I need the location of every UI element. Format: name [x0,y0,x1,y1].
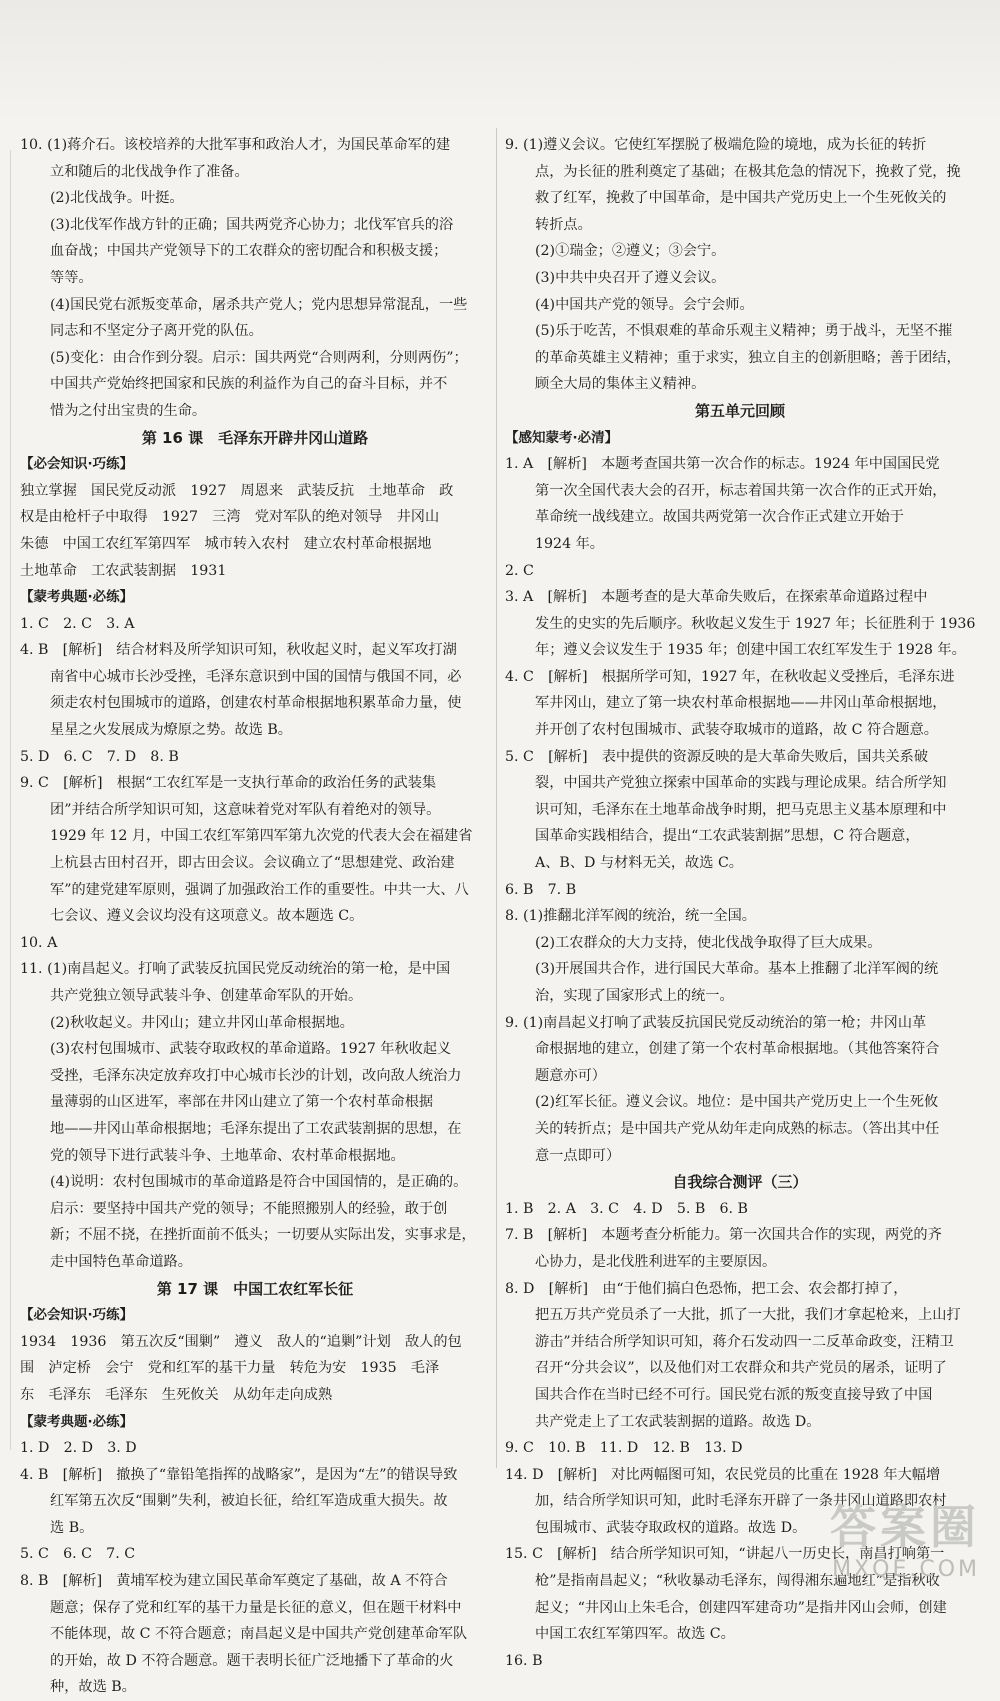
answer-line: 南省中心城市长沙受挫，毛泽东意识到中国的国情与俄国不同，必 [50,668,462,685]
top-margin-shading [0,0,1000,120]
answer-line: 共产党走上了工农武装割据的道路。故选 D。 [535,1413,821,1430]
answer-line: 4. C [解析] 根据所学可知，1927 年，在秋收起义受挫后，毛泽东进 [505,668,955,685]
answer-line: 1. A [解析] 本题考查国共第一次合作的标志。1924 年中国国民党 [505,456,940,473]
answer-line: 加，结合所学知识可知，此时毛泽东开辟了一条井冈山道路即农村 [535,1493,947,1510]
answer-line: 革命统一战线建立。故国共两党第一次合作正式建立开始于 [535,509,904,526]
answer-line: 等等。 [50,269,93,286]
answer-line: 发生的史实的先后顺序。秋收起义发生于 1927 年；长征胜利于 1936 [535,615,975,632]
answer-line: 8. B [解析] 黄埔军校为建立国民革命军奠定了基础，故 A 不符合 [20,1573,448,1590]
answer-line: 受挫，毛泽东决定放弃攻打中心城市长沙的计划，改向敌人统治力 [50,1067,462,1084]
answer-line: 1929 年 12 月，中国工农红军第四军第九次党的代表大会在福建省 [50,828,473,845]
answer-line: A、B、D 与材料无关，故选 C。 [535,855,743,872]
answer-line: (2)工农群众的大力支持，使北伐战争取得了巨大成果。 [535,934,882,951]
answer-line: 8. D [解析] 由“于他们搞白色恐怖，把工会、农会都打掉了， [505,1280,908,1297]
answer-line: 裂，中国共产党独立探索中国革命的实践与理论成果。结合所学知 [535,775,947,792]
answer-line: 年；遵义会议发生于 1935 年；创建中国工农红军发生于 1928 年。 [535,642,966,659]
answer-line: 10. (1)蒋介石。该校培养的大批军事和政治人才，为国民革命军的建 [20,137,451,153]
answer-line: 走中国特色革命道路。 [50,1253,192,1270]
answer-line: 团”并结合所学知识可知，这意味着党对军队有着绝对的领导。 [50,801,441,818]
answer-line: 命根据地的建立，创建了第一个农村革命根据地。（其他答案符合 [535,1041,940,1058]
answer-line: 东 毛泽东 毛泽东 生死攸关 从幼年走向成熟 [20,1386,333,1403]
answer-line: (2)①瑞金；②遵义；③会宁。 [535,243,726,260]
answer-line: 党的领导下进行武装斗争、土地革命、农村革命根据地。 [50,1147,405,1164]
right-column [505,132,975,1674]
answer-line: 意一点即可） [535,1147,621,1164]
watermark [830,1491,980,1582]
answer-line: (5)变化：由合作到分裂。启示：国共两党“合则两利，分则两伤”； [50,349,468,366]
answer-line: 9. C 10. B 11. D 12. B 13. D [505,1440,743,1457]
answer-line: 2. C [505,562,534,579]
answer-line: 心协力，是北伐胜利进军的主要原因。 [535,1253,777,1270]
answer-line: 15. C [解析] 结合所学知识可知，“讲起八一历史长，南昌打响第一 [505,1546,945,1563]
answer-line: 题意亦可） [535,1067,606,1084]
section-label: 【必会知识·巧练】 [20,456,134,473]
section-label: 【感知蒙考·必清】 [505,429,619,446]
answer-line: 惜为之付出宝贵的生命。 [50,402,207,419]
answer-line: 朱德 中国工农红军第四军 城市转入农村 建立农村革命根据地 [20,535,432,552]
answer-line: 9. C [解析] 根据“工农红军是一支执行革命的政治任务的武装集 [20,775,437,792]
answer-line: 地——井冈山革命根据地；毛泽东提出了工农武装割据的思想，在 [50,1120,462,1137]
answer-line: 11. (1)南昌起义。打响了武装反抗国民党反动统治的第一枪，是中国 [20,961,451,978]
answer-line: (4)国民党右派叛变革命，屠杀共产党人；党内思想异常混乱，一些 [50,296,468,313]
answer-line: 识可知，毛泽东在土地革命战争时期，把马克思主义基本原理和中 [535,801,947,818]
answer-line: 转折点。 [535,216,592,233]
answer-line: 上杭县古田村召开，即古田会议。会议确立了“思想建党、政治建 [50,855,455,872]
answer-line: 治，实现了国家形式上的统一。 [535,988,734,1004]
answer-line: 1924 年。 [535,535,604,552]
watermark-url: MXQE.COM [832,1557,980,1582]
answer-line: 14. D [解析] 对比两幅图可知，农民党员的比重在 1928 年大幅增 [505,1466,941,1483]
answer-line: 4. B [解析] 撤换了“靠铅笔指挥的战略家”，是因为“左”的错误导致 [20,1466,458,1483]
answer-line: 军”的建党建军原则，强调了加强政治工作的重要性。中共一大、八 [50,881,469,898]
answer-line: (3)农村包围城市、武装夺取政权的革命道路。1927 年秋收起义 [50,1041,452,1058]
answer-line: 1934 1936 第五次反“围剿” 遵义 敌人的“追剿”计划 敌人的包 [20,1333,462,1350]
answer-line: 起义；“井冈山上朱毛合，创建四军建奇功”是指井冈山会师，创建 [535,1599,947,1616]
answer-line: 新；不屈不挠，在挫折面前不低头；一切要从实际出发，实事求是， [50,1227,476,1244]
answer-line: 10. A [20,934,58,951]
column-divider [496,128,497,1468]
answer-line: 种，故选 B。 [50,1679,136,1696]
answer-line: (5)乐于吃苦，不惧艰难的革命乐观主义精神；勇于战斗，无坚不摧 [535,323,953,340]
answer-line: 第一次全国代表大会的召开，标志着国共第一次合作的正式开始， [535,482,947,499]
answer-line: (3)中共中央召开了遵义会议。 [535,269,726,286]
answer-line: 七会议、遵义会议均没有这项意义。故本题选 C。 [50,908,364,925]
answer-line: (2)红军长征。遵义会议。地位：是中国共产党历史上一个生死攸 [535,1094,939,1111]
answer-line: 共产党独立领导武装斗争、创建革命军队的开始。 [50,988,363,1004]
answer-line: 同志和不坚定分子离开党的队伍。 [50,323,263,340]
answer-line: 5. C [解析] 表中提供的资源反映的是大革命失败后，国共关系破 [505,748,929,765]
answer-line: 独立掌握 国民党反动派 1927 周恩来 武装反抗 土地革命 政 [20,482,454,499]
answer-line: 不能体现，故 C 不符合题意；南昌起义是中国共产党创建革命军队 [50,1626,468,1643]
answer-line: 4. B [解析] 结合材料及所学知识可知，秋收起义时，起义军攻打湖 [20,642,457,659]
answer-line: 量薄弱的山区进军，率部在井冈山建立了第一个农村革命根据 [50,1094,434,1111]
lesson-heading: 第 16 课 毛泽东开辟井冈山道路 [141,428,369,447]
answer-line: 围 泸定桥 会宁 党和红军的基干力量 转危为安 1935 毛泽 [20,1360,440,1377]
answer-line: (2)北伐战争。叶挺。 [50,190,184,207]
binding-edge-line [10,150,11,1450]
answer-line: 5. C 6. C 7. C [20,1546,136,1563]
answer-line: 顾全大局的集体主义精神。 [535,376,706,393]
answer-line: 题意；保存了党和红军的基干力量是长征的意义，但在题干材料中 [50,1599,462,1616]
lesson-heading: 第五单元回顾 [694,401,785,420]
answer-line: 召开“分共会议”，以及他们对工农群众和共产党员的屠杀，证明了 [535,1360,947,1377]
answer-line: 启示：要坚持中国共产党的领导；不能照搬别人的经验，敢于创 [50,1200,448,1217]
answer-line: 16. B [505,1652,543,1669]
answer-line: 星星之火发展成为燎原之势。故选 B。 [50,722,292,739]
answer-line: 把五万共产党员杀了一大批，抓了一大批，我们才拿起枪来，上山打 [535,1307,961,1324]
answer-line: (3)开展国共合作，进行国民大革命。基本上推翻了北洋军阀的统 [535,961,939,978]
section-label: 【必会知识·巧练】 [20,1307,134,1324]
answer-line: 的革命英雄主义精神；重于求实，独立自主的创新胆略；善于团结， [535,349,961,366]
answer-line: 1. C 2. C 3. A [20,615,135,632]
answer-line: 选 B。 [50,1519,94,1536]
answer-line: 3. A [解析] 本题考查的是大革命失败后，在探索革命道路过程中 [505,589,928,606]
lesson-heading: 第 17 课 中国工农红军长征 [156,1279,354,1298]
answer-line: 游击”并结合所学知识可知，蒋介石发动四一二反革命政变，汪精卫 [535,1333,954,1350]
answer-line: 关的转折点；是中国共产党从幼年走向成熟的标志。（答出其中任 [535,1120,940,1137]
answer-line: 血奋战；中国共产党领导下的工农群众的密切配合和积极支援； [50,243,448,260]
answer-line: 立和随后的北伐战争作了准备。 [50,163,249,180]
answer-line: 红军第五次反“围剿”失利，被迫长征，给红军造成重大损失。故 [50,1493,448,1510]
answer-line: 中国工农红军第四军。故选 C。 [535,1626,735,1643]
answer-line: 并开创了农村包围城市、武装夺取城市的道路，故 C 符合题意。 [535,722,938,739]
answer-line: 包围城市、武装夺取政权的道路。故选 D。 [535,1519,807,1536]
answer-line: 5. D 6. C 7. D 8. B [20,748,179,765]
answer-line: 救了红军，挽救了中国革命，是中国共产党历史上一个生死攸关的 [535,190,947,207]
answer-line: (4)中国共产党的领导。会宁会师。 [535,296,754,313]
answer-line: 国革命实践相结合，提出“工农武装割据”思想，C 符合题意， [535,828,920,845]
answer-line: 点，为长征的胜利奠定了基础；在极其危急的情况下，挽救了党，挽 [535,163,961,180]
answer-line: (3)北伐军作战方针的正确；国共两党齐心协力；北伐军官兵的浴 [50,216,454,233]
answer-line: 军井冈山，建立了第一块农村革命根据地——井冈山革命根据地， [535,695,947,712]
answer-line: 1. D 2. D 3. D [20,1440,137,1457]
left-column [20,132,490,1701]
answer-line: 1. B 2. A 3. C 4. D 5. B 6. B [505,1200,748,1217]
answer-line: (4)说明：农村包围城市的革命道路是符合中国国情的，是正确的。 [50,1174,468,1191]
answer-line: (2)秋收起义。井冈山；建立井冈山革命根据地。 [50,1014,354,1031]
lesson-heading: 自我综合测评（三） [672,1173,808,1192]
answer-line: 国共合作在当时已经不可行。国民党右派的叛变直接导致了中国 [535,1386,933,1403]
answer-line: 8. (1)推翻北洋军阀的统治，统一全国。 [505,908,756,925]
answer-line: 的开始，故 D 不符合题意。题干表明长征广泛地播下了革命的火 [50,1652,454,1669]
answer-line: 枪”是指南昌起义；“秋收暴动毛泽东，闯得湘东遍地红”是指秋收 [535,1573,940,1590]
answer-line: 6. B 7. B [505,881,577,898]
watermark-logo: 答案圈 [830,1500,980,1554]
answer-line: 9. (1)南昌起义打响了武装反抗国民党反动统治的第一枪；井冈山革 [505,1014,927,1031]
answer-line: 中国共产党始终把国家和民族的利益作为自己的奋斗目标，并不 [50,376,448,393]
answer-line: 须走农村包围城市的道路，创建农村革命根据地积累革命力量，使 [50,695,462,712]
answer-line: 权是由枪杆子中取得 1927 三湾 党对军队的绝对领导 井冈山 [20,509,440,526]
answer-line: 9. (1)遵义会议。它使红军摆脱了极端危险的境地，成为长征的转折 [505,137,927,153]
answer-line: 7. B [解析] 本题考查分析能力。第一次国共合作的实现，两党的齐 [505,1227,942,1244]
section-label: 【蒙考典题·必练】 [20,1413,134,1430]
answer-line: 土地革命 工农武装割据 1931 [20,562,227,579]
section-label: 【蒙考典题·必练】 [20,589,134,606]
